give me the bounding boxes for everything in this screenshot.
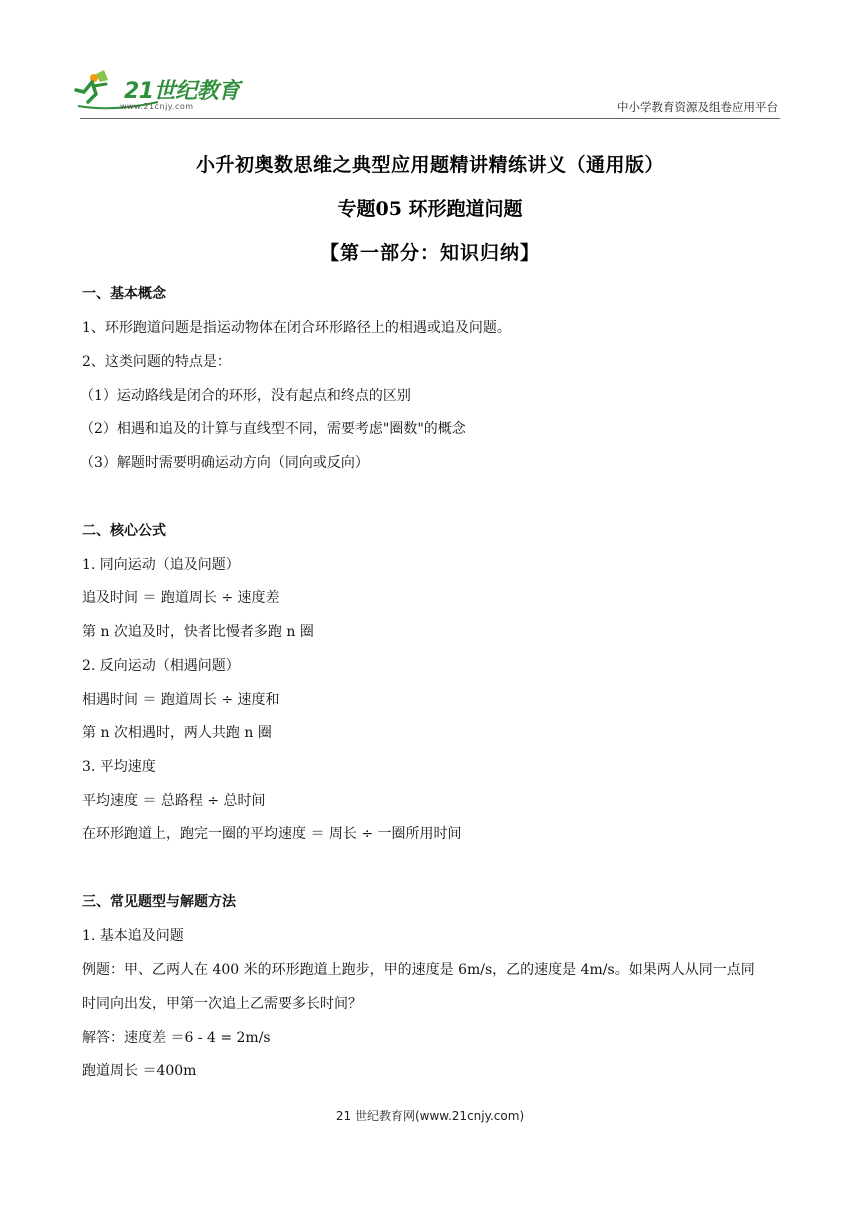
logo-url: www.21cnjy.com [120,102,194,111]
part-title: 【第一部分：知识归纳】 [319,242,540,264]
page-footer: 21 世纪教育网(www.21cnjy.com) [335,1109,525,1123]
concept-line: 1、环形跑道问题是指运动物体在闭合环形路径上的相遇或追及问题。 [82,320,511,336]
example-line: 解答：速度差 ＝6 - 4 = 2m/s [82,1030,271,1046]
main-title: 小升初奥数思维之典型应用题精讲精练讲义（通用版） [195,154,664,176]
concept-line: （1）运动路线是闭合的环形，没有起点和终点的区别 [80,388,411,404]
platform-name: 中小学教育资源及组卷应用平台 [617,100,778,114]
formula-line: 3. 平均速度 [82,759,156,775]
page-header [0,0,860,120]
formula-line: 相遇时间 ＝ 跑道周长 ÷ 速度和 [82,692,280,708]
concept-line: （2）相遇和追及的计算与直线型不同，需要考虑"圈数"的概念 [80,421,466,437]
logo [74,68,244,116]
concept-line: （3）解题时需要明确运动方向（同向或反向） [80,455,369,471]
example-line: 跑道周长 ＝400m [82,1063,197,1079]
section-heading-types: 三、常见题型与解题方法 [82,894,236,910]
formula-line: 1. 同向运动（追及问题） [82,557,240,573]
section-heading-concepts: 一、基本概念 [82,286,166,302]
formula-line: 第 n 次追及时，快者比慢者多跑 n 圈 [82,624,314,640]
concept-line: 2、这类问题的特点是： [82,354,231,370]
formula-line: 第 n 次相遇时，两人共跑 n 圈 [82,725,272,741]
header-divider [80,118,780,119]
topic-title: 专题05 环形跑道问题 [337,198,523,220]
example-line: 例题：甲、乙两人在 400 米的环形跑道上跑步，甲的速度是 6m/s，乙的速度是 4m/s。如果两人从同一点同 [82,962,755,978]
example-line: 1. 基本追及问题 [82,928,184,944]
formula-line: 在环形跑道上，跑完一圈的平均速度 ＝ 周长 ÷ 一圈所用时间 [82,826,462,842]
formula-line: 追及时间 ＝ 跑道周长 ÷ 速度差 [82,590,280,606]
section-heading-formulas: 二、核心公式 [82,523,166,539]
formula-line: 2. 反向运动（相遇问题） [82,658,240,674]
example-line: 时同向出发，甲第一次追上乙需要多长时间？ [82,996,362,1012]
formula-line: 平均速度 ＝ 总路程 ÷ 总时间 [82,793,266,809]
logo-text: 21世纪教育 [124,79,240,104]
